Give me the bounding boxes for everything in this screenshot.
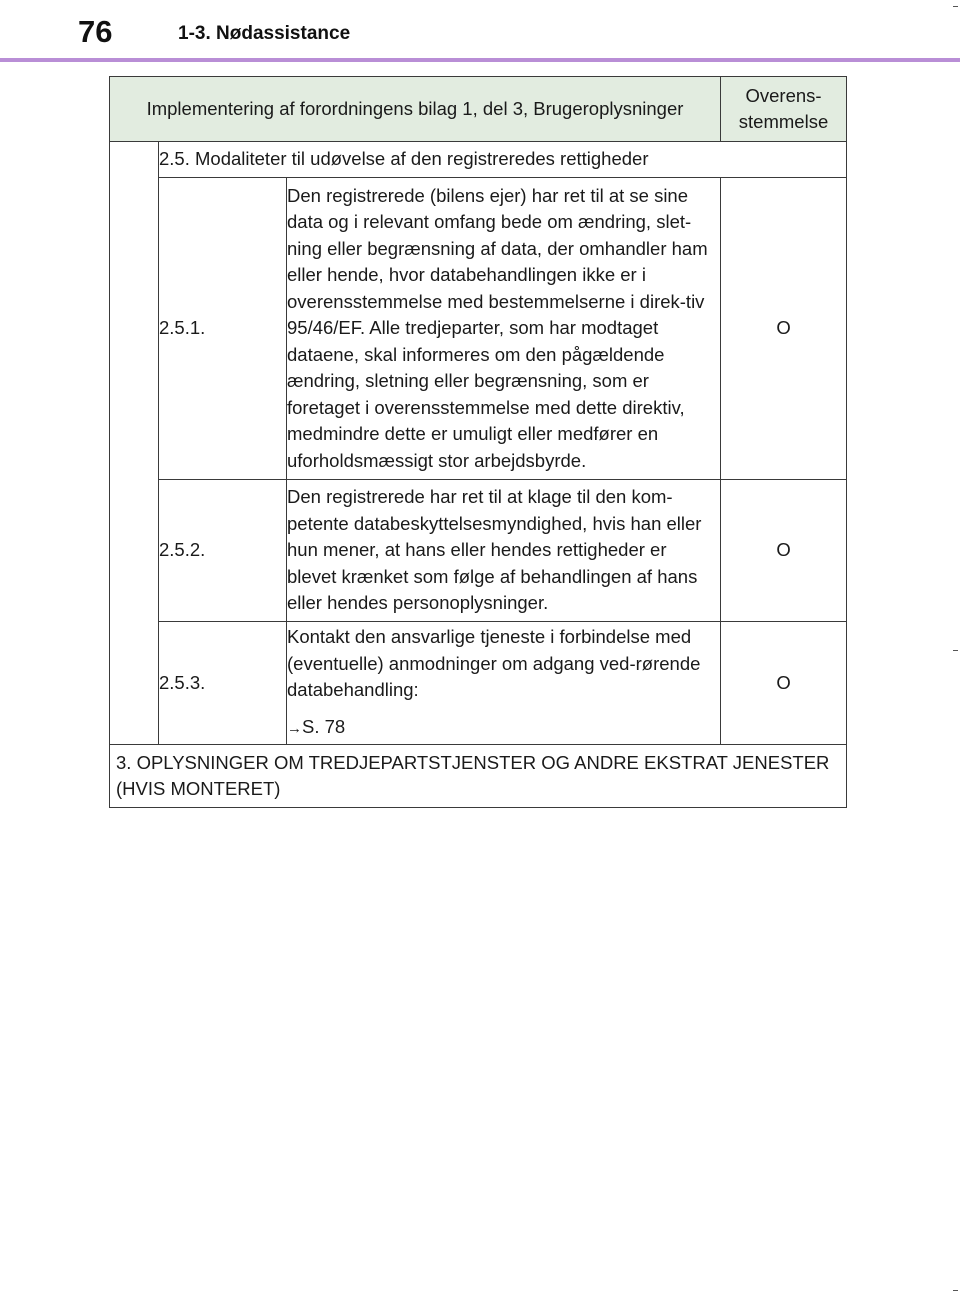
- page-number: 76: [78, 14, 113, 49]
- subheading-cell: 2.5. Modaliteter til udøvelse af den registreredes rettigheder: [159, 142, 847, 178]
- row-text-cell: [287, 622, 721, 745]
- row-number: 2.5.2.: [159, 480, 287, 622]
- section-title: 1-3. Nødassistance: [178, 23, 351, 44]
- crop-mark: [953, 650, 958, 651]
- row-compliance: O: [721, 178, 847, 480]
- row-number: 2.5.3.: [159, 622, 287, 745]
- header-rule: [0, 58, 960, 62]
- row-compliance: O: [721, 480, 847, 622]
- page-reference-label: S. 78: [302, 715, 346, 737]
- table-row: [110, 178, 847, 480]
- user-information-table: [109, 76, 847, 808]
- crop-mark: [953, 6, 958, 7]
- page-header: [0, 0, 960, 62]
- page-reference[interactable]: [287, 714, 720, 743]
- arrow-right-icon: →: [287, 719, 302, 737]
- row-text: Den registrerede (bilens ejer) har ret til at se sine data og i relevant omfang bede om ændring, slet-ning eller begrænsning af data, der omhandler ham eller hende, hvor databehandlingen ikke er i overensstemmelse med bestemmelserne i direk-tiv 95/46/EF. Alle tredjeparter, som har modtaget dataene, skal informeres om den pågældende ændring, sletning eller begrænsning, som er foretaget i overensstemmelse med dette direktiv, medmindre dette er umuligt eller medfører en uforholdsmæssigt stor arbejdsbyrde.: [287, 178, 721, 480]
- table-row: [110, 480, 847, 622]
- column-header-compliance: [721, 77, 847, 142]
- table-row: [110, 745, 847, 808]
- indent-cell: [110, 142, 159, 745]
- table-row: [110, 142, 847, 178]
- row-text: Kontakt den ansvarlige tjeneste i forbindelse med (eventuelle) anmodninger om adgang ved-rørende databehandling:: [287, 626, 701, 700]
- row-number: 2.5.1.: [159, 178, 287, 480]
- row-text: Den registrerede har ret til at klage til den kom-petente databeskyttelsesmyndighed, hvis han eller hun mener, at hans eller hendes rettigheder er blevet krænket som følge af behandlingen af hans eller hendes personoplysninger.: [287, 480, 721, 622]
- table-header-row: [110, 77, 847, 142]
- column-header-compliance-label: Overens- stemmelse: [738, 84, 829, 132]
- section-3-heading: 3. OPLYSNINGER OM TREDJEPARTSTJENSTER OG ANDRE EKSTRAT JENESTER (HVIS MONTERET): [110, 745, 847, 808]
- row-compliance: O: [721, 622, 847, 745]
- column-header-main: Implementering af forordningens bilag 1, del 3, Brugeroplysninger: [110, 77, 721, 142]
- crop-mark: [953, 1290, 958, 1291]
- table-row: [110, 622, 847, 745]
